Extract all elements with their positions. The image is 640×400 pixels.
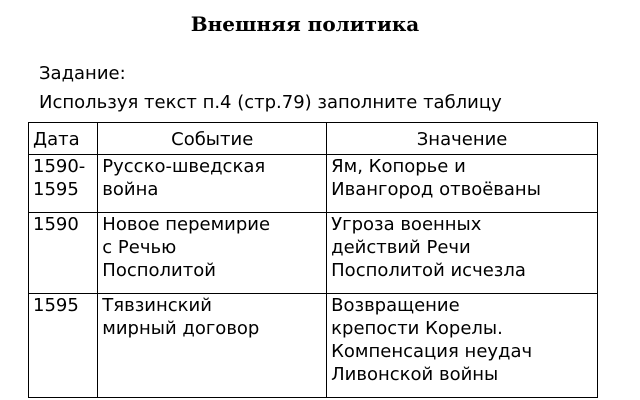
cell-meaning — [327, 213, 598, 294]
cell-event — [98, 213, 327, 294]
table-row — [29, 213, 598, 294]
cell-date-text: 1595 — [33, 295, 79, 316]
header-date: Дата — [29, 123, 98, 155]
page-title: Внешняя политика — [190, 12, 420, 36]
cell-event-text: Тявзинский мирный договор — [102, 295, 260, 339]
cell-date-text: 1590- 1595 — [33, 156, 86, 200]
table-row — [29, 294, 598, 398]
table-row — [29, 155, 598, 213]
cell-meaning — [327, 294, 598, 398]
header-event: Событие — [98, 123, 327, 155]
cell-date — [29, 294, 98, 398]
cell-meaning-text: Угроза военных действий Речи Посполитой исчезла — [331, 214, 526, 281]
cell-event-text: Новое перемирие с Речью Посполитой — [102, 214, 271, 281]
cell-date — [29, 155, 98, 213]
cell-meaning-text: Ям, Копорье и Ивангород отвоёваны — [331, 156, 541, 200]
cell-event — [98, 155, 327, 213]
cell-event-text: Русско-шведская война — [102, 156, 266, 200]
table-header-row — [29, 123, 598, 155]
header-meaning: Значение — [327, 123, 598, 155]
cell-date-text: 1590 — [33, 214, 79, 235]
task-text: Используя текст п.4 (стр.79) заполните таблицу — [39, 92, 502, 113]
cell-meaning-text: Возвращение крепости Корелы. Компенсация неудач Ливонской войны — [331, 295, 533, 385]
cell-date — [29, 213, 98, 294]
cell-event — [98, 294, 327, 398]
task-label: Задание: — [39, 63, 126, 84]
events-table — [28, 122, 598, 398]
cell-meaning — [327, 155, 598, 213]
